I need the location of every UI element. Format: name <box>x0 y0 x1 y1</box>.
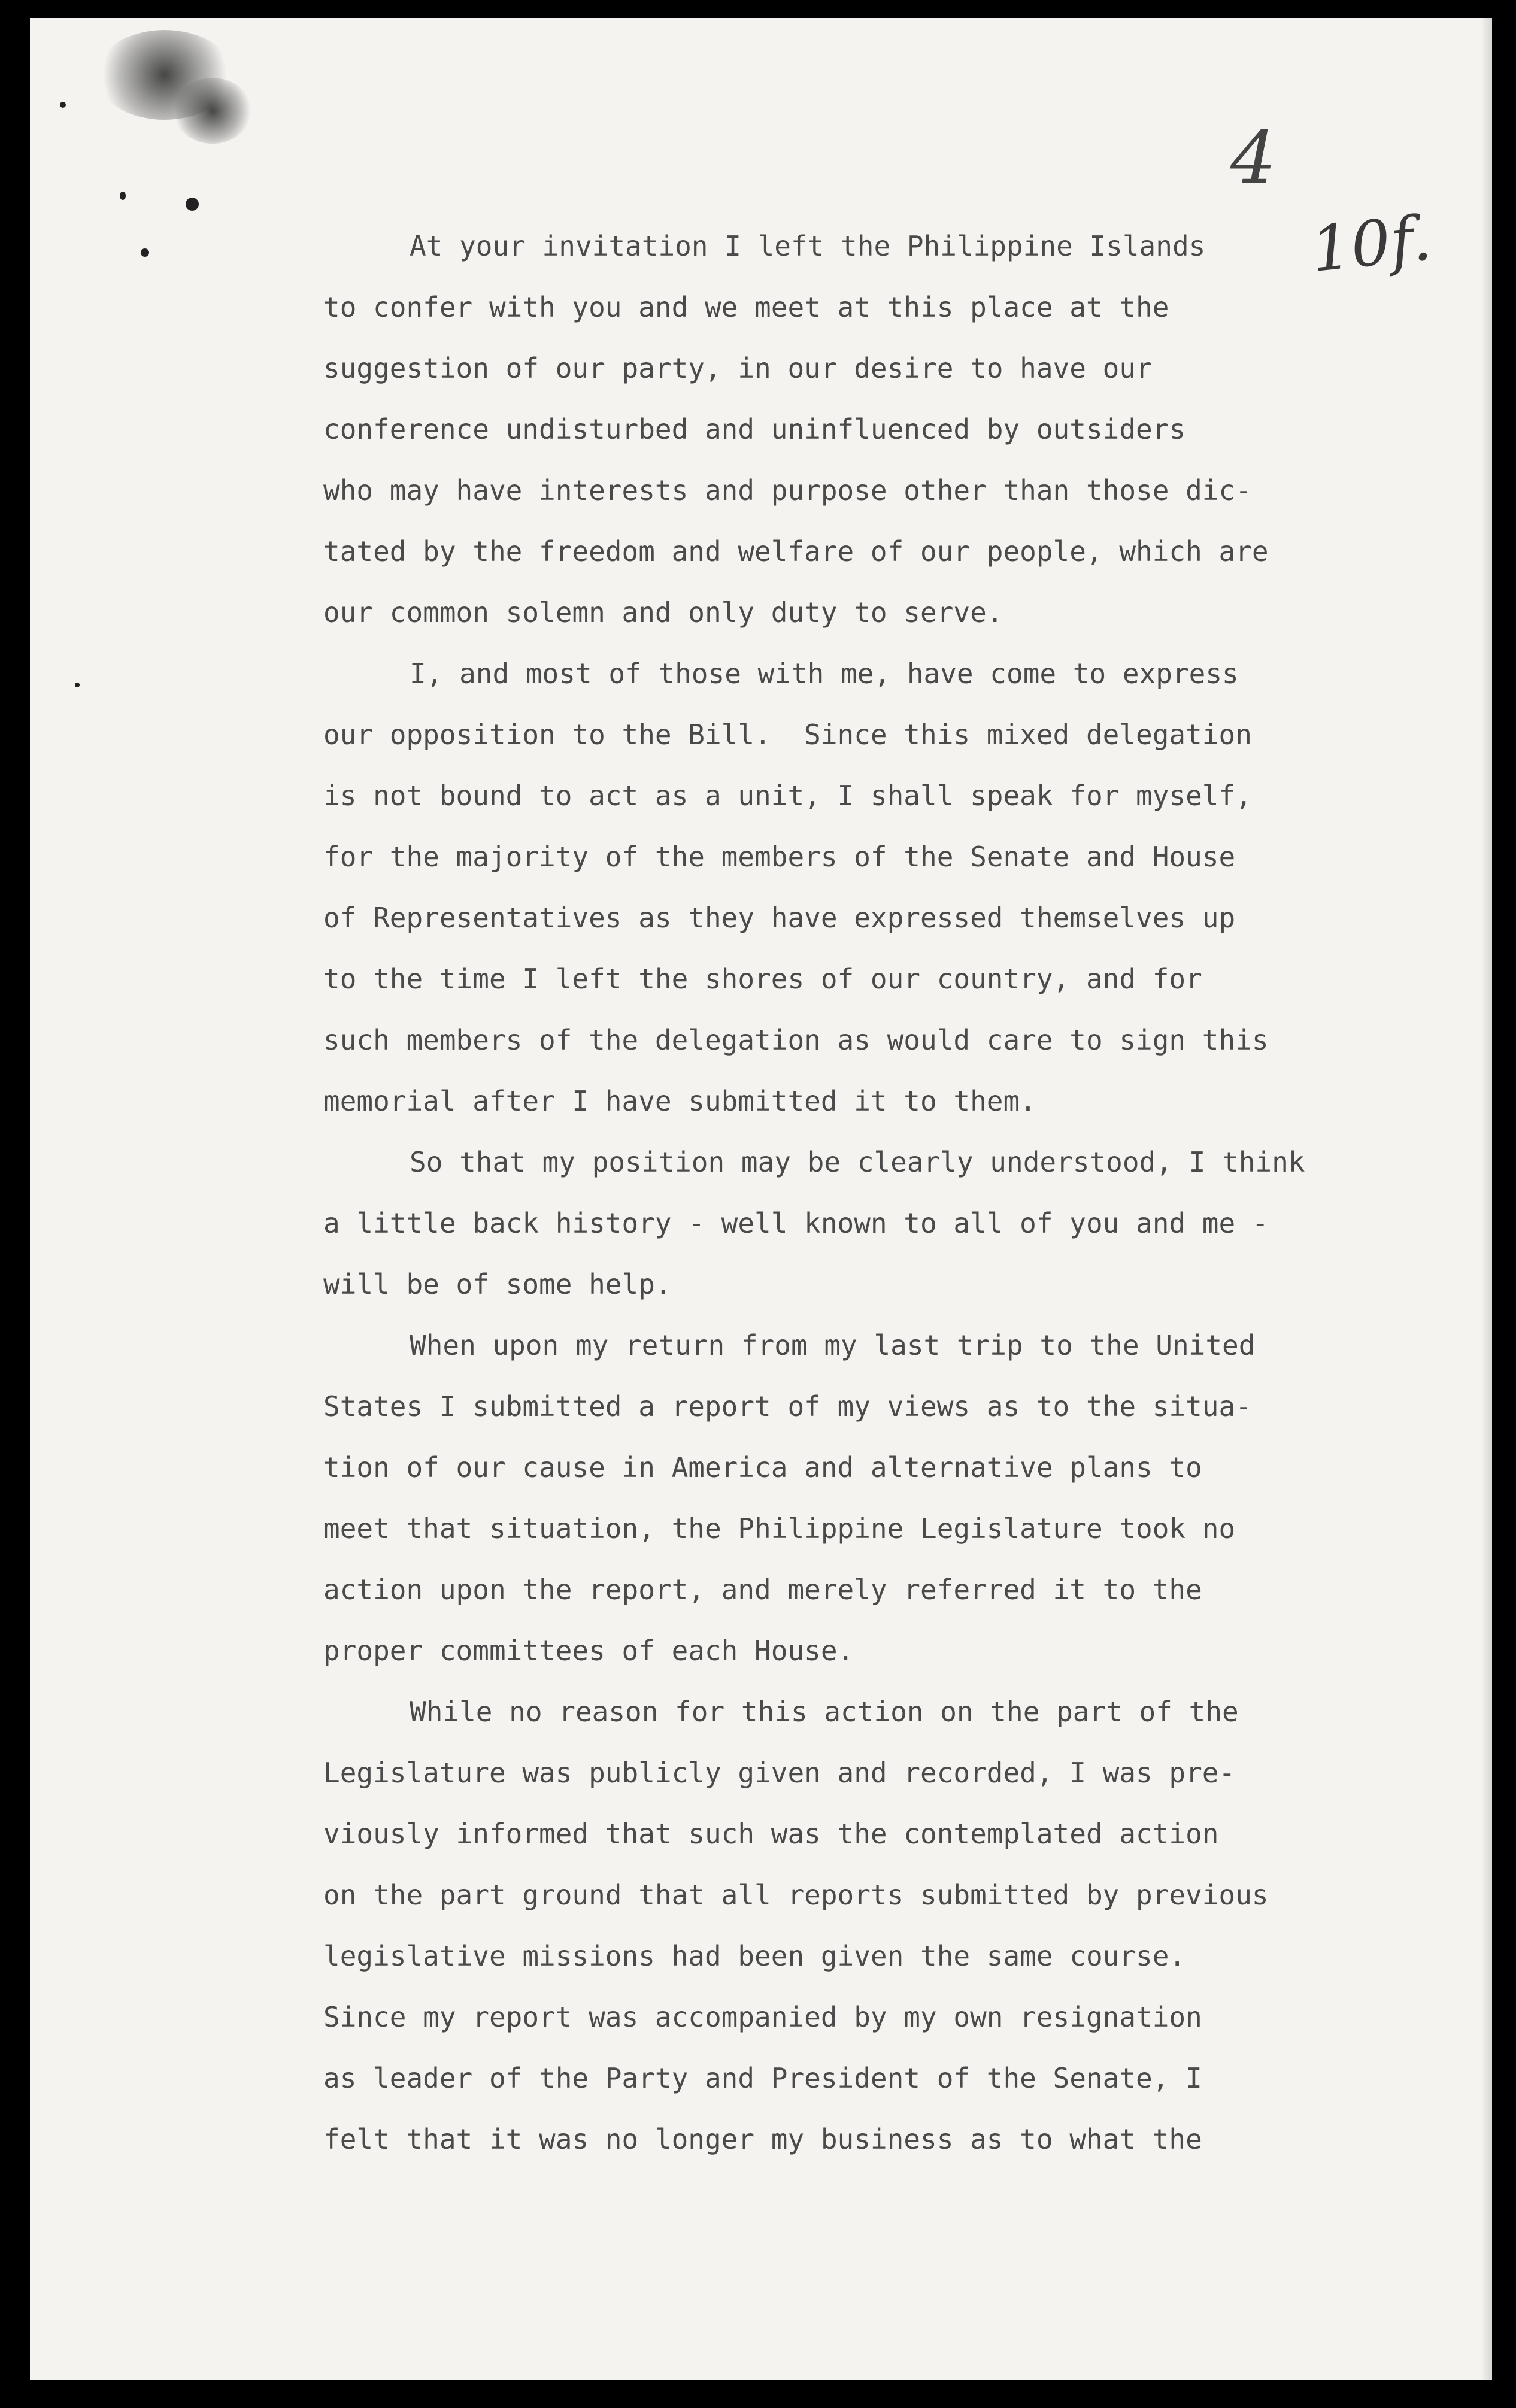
text-line: viously informed that such was the contemplated action <box>323 1818 1219 1850</box>
text-line: So that my position may be clearly understood, I think <box>410 1146 1305 1178</box>
ink-speck <box>60 102 66 108</box>
text-line: on the part ground that all reports submitted by previous <box>323 1879 1269 1911</box>
text-line: tion of our cause in America and alternative plans to <box>323 1451 1202 1484</box>
body-text <box>323 216 1449 2170</box>
folio-mark: 10f. <box>1308 201 1435 287</box>
ink-blot <box>174 78 251 144</box>
text-line: tated by the freedom and welfare of our people, which are <box>323 535 1269 568</box>
text-line: our common solemn and only duty to serve. <box>323 596 1003 629</box>
page-edge-shadow <box>1481 18 1492 2380</box>
text-line: When upon my return from my last trip to the United <box>410 1329 1256 1361</box>
text-line: I, and most of those with me, have come to express <box>410 657 1239 690</box>
ink-speck <box>120 192 126 200</box>
page-number: 4 <box>1230 117 1277 200</box>
text-line: a little back history - well known to all of you and me - <box>323 1207 1269 1239</box>
text-line: Legislature was publicly given and recorded, I was pre- <box>323 1757 1236 1789</box>
text-line: such members of the delegation as would care to sign this <box>323 1024 1269 1056</box>
text-line: While no reason for this action on the part of the <box>410 1696 1239 1728</box>
text-line: meet that situation, the Philippine Legislature took no <box>323 1512 1236 1545</box>
text-line: legislative missions had been given the same course. <box>323 1940 1186 1972</box>
text-line: to the time I left the shores of our country, and for <box>323 963 1202 995</box>
text-line: At your invitation I left the Philippine Islands <box>410 230 1206 262</box>
document-page <box>30 18 1492 2380</box>
text-line: States I submitted a report of my views as to the situa- <box>323 1390 1252 1423</box>
text-line: felt that it was no longer my business as to what the <box>323 2123 1202 2155</box>
text-line: our opposition to the Bill. Since this mixed delegation <box>323 718 1252 751</box>
text-line: will be of some help. <box>323 1268 672 1300</box>
text-line: of Representatives as they have expressed themselves up <box>323 902 1236 934</box>
text-line: is not bound to act as a unit, I shall speak for myself, <box>323 780 1252 812</box>
ink-speck <box>141 248 149 257</box>
text-line: for the majority of the members of the Senate and House <box>323 841 1236 873</box>
text-line: conference undisturbed and uninfluenced by outsiders <box>323 413 1186 445</box>
ink-speck <box>75 683 80 687</box>
text-line: memorial after I have submitted it to them. <box>323 1085 1036 1117</box>
text-line: to confer with you and we meet at this place at the <box>323 291 1169 323</box>
text-line: proper committees of each House. <box>323 1634 854 1667</box>
text-line: action upon the report, and merely referred it to the <box>323 1573 1202 1606</box>
text-line: suggestion of our party, in our desire to have our <box>323 352 1153 384</box>
text-line: Since my report was accompanied by my own resignation <box>323 2001 1202 2033</box>
text-line: as leader of the Party and President of the Senate, I <box>323 2062 1202 2094</box>
text-line: who may have interests and purpose other than those dic- <box>323 474 1252 507</box>
ink-speck <box>186 198 199 211</box>
